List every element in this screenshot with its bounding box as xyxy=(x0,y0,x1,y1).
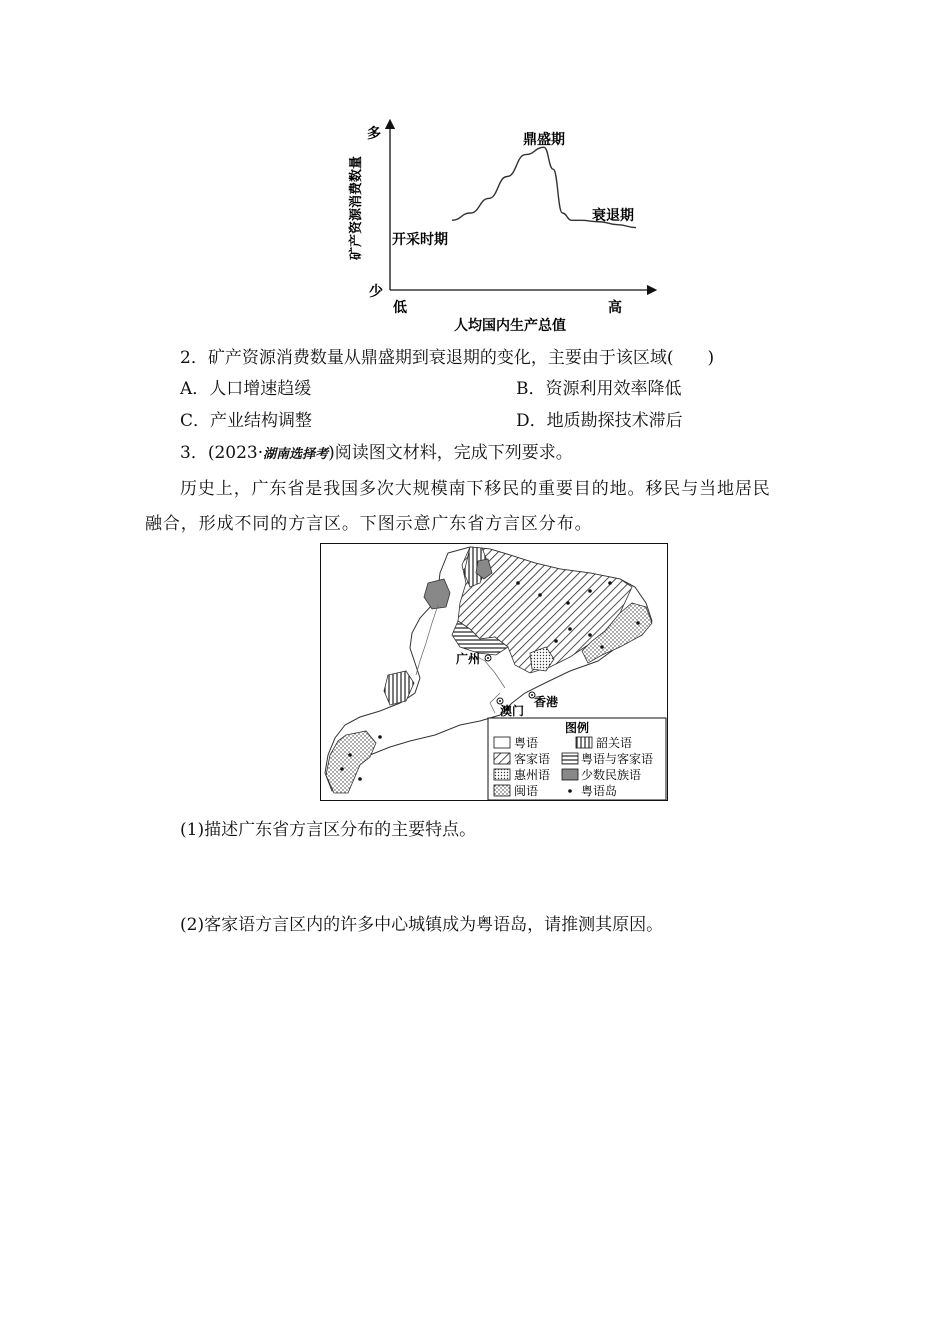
x-axis-label: 人均国内生产总值 xyxy=(454,318,566,334)
q3-sub1: (1)描述广东省方言区分布的主要特点。 xyxy=(180,820,477,840)
q3-sub2: (2)客家语方言区内的许多中心城镇成为粤语岛，请推测其原因。 xyxy=(180,915,664,935)
legend-yue: 粤语 xyxy=(514,736,539,750)
legend-huizhou: 惠州语 xyxy=(514,768,551,782)
q2-option-d[interactable] xyxy=(516,406,683,431)
legend-shaoguan: 韶关语 xyxy=(596,736,633,750)
q3-header: 3．(2023·湖南选择考)阅读图文材料，完成下列要求。 xyxy=(180,443,573,463)
q2-option-a[interactable] xyxy=(180,374,311,399)
option-text: 地质勘探技术滞后 xyxy=(546,411,683,431)
option-letter: A． xyxy=(180,379,210,399)
legend-minority: 少数民族语 xyxy=(581,768,642,782)
q3-source-name: 湖南选择考 xyxy=(263,447,329,462)
q3-passage-line2: 融合，形成不同的方言区。下图示意广东省方言区分布。 xyxy=(145,514,593,534)
option-letter: C． xyxy=(180,411,211,431)
city-macau: 澳门 xyxy=(500,704,525,718)
option-text: 资源利用效率降低 xyxy=(545,379,682,399)
city-hong-kong: 香港 xyxy=(534,695,559,709)
y-tick-high: 多 xyxy=(367,126,381,142)
option-text: 产业结构调整 xyxy=(210,411,313,431)
x-tick-high: 高 xyxy=(608,300,622,316)
annotation-mining-period: 开采时期 xyxy=(392,232,448,248)
legend-title: 图例 xyxy=(564,721,590,735)
legend-yue-island: 粤语岛 xyxy=(581,784,618,798)
option-text: 人口增速趋缓 xyxy=(209,379,312,399)
city-guangzhou: 广州 xyxy=(456,652,481,666)
guangdong-dialect-map xyxy=(320,543,668,801)
annotation-peak-period: 鼎盛期 xyxy=(523,132,565,148)
legend-yue-hakka: 粤语与客家语 xyxy=(581,752,654,766)
y-tick-low: 少 xyxy=(369,284,383,300)
q3-passage-line1: 历史上，广东省是我国多次大规模南下移民的重要目的地。移民与当地居民 xyxy=(180,479,771,499)
y-axis-label: 矿产资源消费数量 xyxy=(349,155,364,261)
q2-stem: 2．矿产资源消费数量从鼎盛期到衰退期的变化，主要由于该区域( ) xyxy=(180,348,715,368)
legend-hakka: 客家语 xyxy=(514,752,551,766)
option-letter: D． xyxy=(516,411,547,431)
mineral-consumption-chart xyxy=(340,118,660,340)
option-letter: B． xyxy=(516,379,546,399)
x-tick-low: 低 xyxy=(393,300,407,316)
q2-option-c[interactable] xyxy=(180,406,312,431)
legend-min: 闽语 xyxy=(514,784,539,798)
annotation-decline-period: 衰退期 xyxy=(592,208,634,224)
q2-option-b[interactable] xyxy=(516,374,682,399)
